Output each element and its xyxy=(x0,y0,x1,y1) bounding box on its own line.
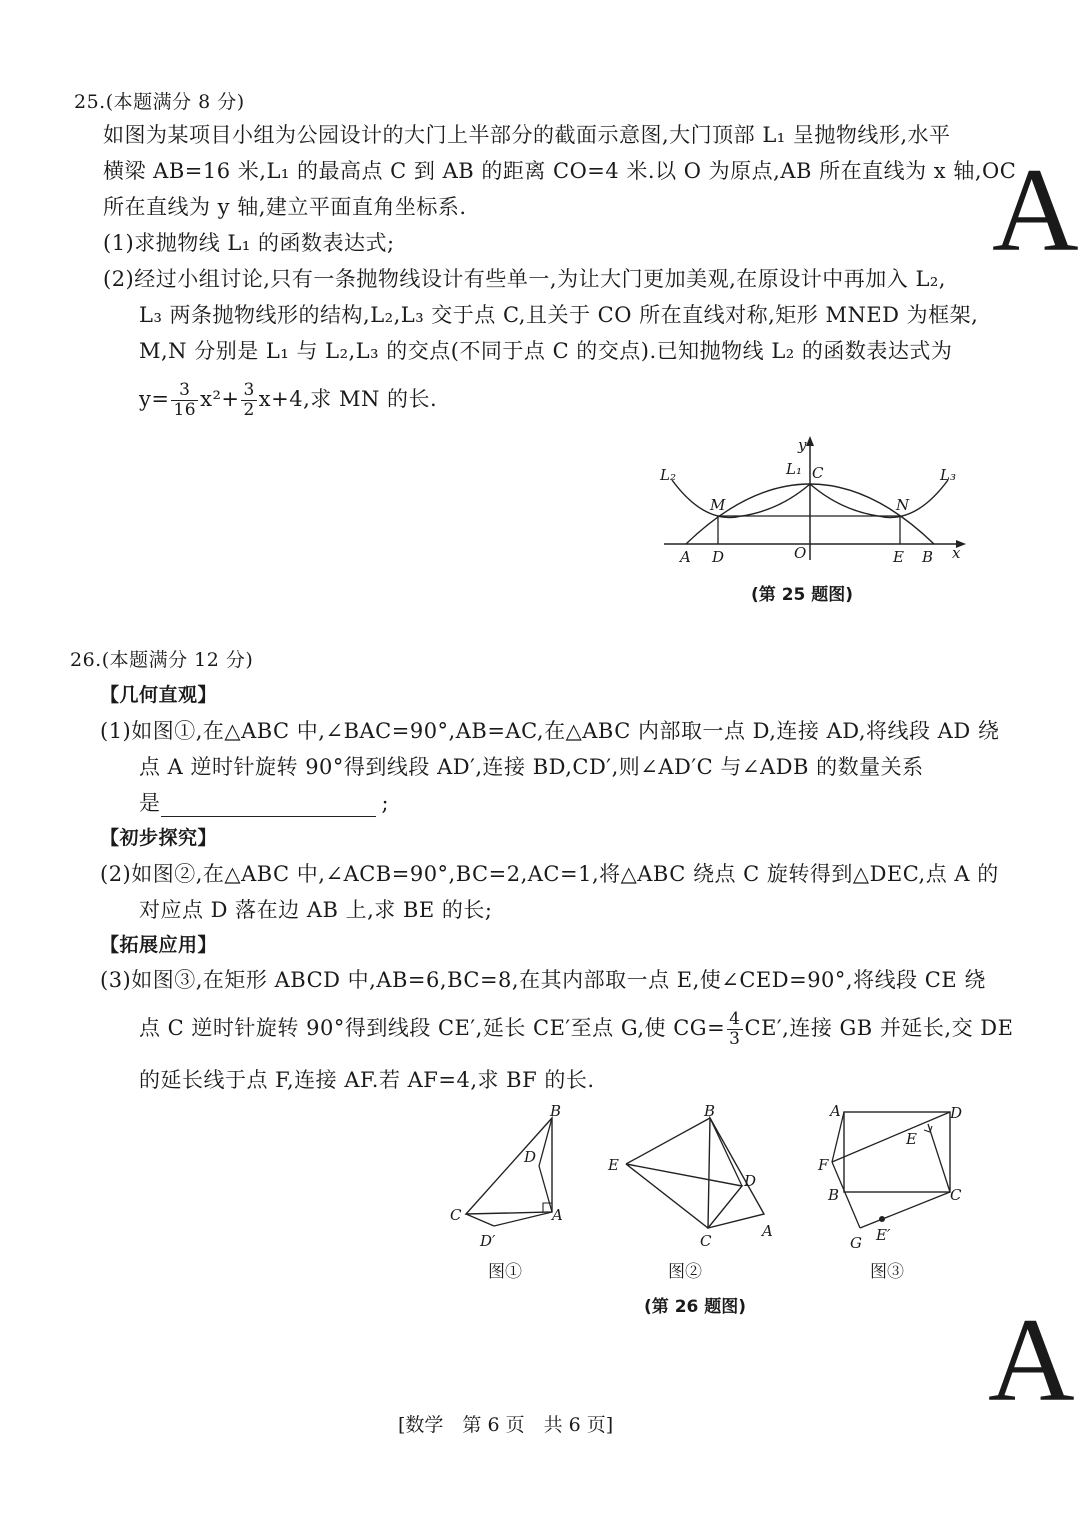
formula-middle: x²+ xyxy=(200,387,240,411)
q26-figure-2 xyxy=(602,1100,792,1260)
q25-subquestion-1: (1)求抛物线 L₁ 的函数表达式; xyxy=(103,231,395,255)
q25-figure-caption: (第 25 题图) xyxy=(751,585,854,605)
label-L2: L₂ xyxy=(660,466,676,484)
q26-header: 26.(本题满分 12 分) xyxy=(70,649,254,671)
q26-part1-line-2: 点 A 逆时针旋转 90°得到线段 AD′,连接 BD,CD′,则∠AD′C 与∠ADB 的数量关系 xyxy=(139,755,924,779)
y-axis-arrow xyxy=(806,436,814,446)
label-B: B xyxy=(704,1102,716,1120)
fraction-numerator: 4 xyxy=(729,1009,741,1029)
q26-figure-caption: (第 26 题图) xyxy=(644,1297,747,1317)
label-B: B xyxy=(922,548,934,566)
fraction-numerator: 3 xyxy=(243,380,255,400)
fraction-denominator: 3 xyxy=(729,1029,741,1049)
label-G: G xyxy=(850,1234,862,1252)
q26-figure-3 xyxy=(810,1100,980,1260)
label-E-prime: E′ xyxy=(876,1226,891,1244)
label-E: E xyxy=(906,1130,917,1148)
q26-figure-3-label: 图③ xyxy=(870,1262,904,1282)
segment-BD xyxy=(710,1118,742,1186)
label-A: A xyxy=(680,548,691,566)
q25-header: 25.(本题满分 8 分) xyxy=(74,91,245,113)
label-C: C xyxy=(812,464,824,482)
label-y: y xyxy=(798,436,807,454)
formula-suffix: x+4,求 MN 的长. xyxy=(258,387,438,411)
rectangle-ABCD xyxy=(844,1112,950,1192)
point-E-prime xyxy=(879,1216,885,1222)
q25-subquestion-2-line-3: M,N 分别是 L₁ 与 L₂,L₃ 的交点(不同于点 C 的交点).已知抛物线 L₂ 的函数表达式为 xyxy=(139,339,953,363)
label-D: D xyxy=(712,548,725,566)
answer-suffix: ; xyxy=(381,791,390,815)
q26-figure-1-label: 图① xyxy=(488,1262,522,1282)
segment-AD xyxy=(539,1166,552,1212)
label-E: E xyxy=(893,548,904,566)
segment-GC xyxy=(860,1192,950,1228)
q25-figure xyxy=(650,430,980,570)
label-A: A xyxy=(552,1206,563,1224)
side-mark-bottom: A xyxy=(988,1293,1075,1426)
q26-part1-line-1: (1)如图①,在△ABC 中,∠BAC=90°,AB=AC,在△ABC 内部取一点 D,连接 AD,将线段 AD 绕 xyxy=(100,719,1000,743)
q26-part1-line-3 xyxy=(139,789,389,817)
label-B: B xyxy=(550,1102,562,1120)
q25-formula-line xyxy=(139,374,437,424)
fraction-3-2 xyxy=(241,381,256,420)
q26-figure-1 xyxy=(440,1100,580,1260)
part3-line2-prefix: 点 C 逆时针旋转 90°得到线段 CE′,延长 CE′至点 G,使 CG= xyxy=(139,1016,726,1040)
label-D: D xyxy=(950,1104,963,1122)
segment-AD-prime xyxy=(494,1212,552,1226)
q26-section-preliminary-exploration: 【初步探究】 xyxy=(100,827,218,849)
label-C: C xyxy=(950,1186,962,1204)
side-mark-top: A xyxy=(992,143,1079,276)
fraction-denominator: 2 xyxy=(243,400,255,420)
part3-line2-suffix: CE′,连接 GB 并延长,交 DE xyxy=(744,1016,1014,1040)
q25-paragraph-line-2: 横梁 AB=16 米,L₁ 的最高点 C 到 AB 的距离 CO=4 米.以 O 为原点,AB 所在直线为 x 轴,OC xyxy=(103,159,1017,183)
segment-CD-prime xyxy=(466,1214,494,1226)
fraction-4-3 xyxy=(727,1010,742,1049)
q25-subquestion-2-line-1: (2)经过小组讨论,只有一条抛物线设计有些单一,为让大门更加美观,在原设计中再加入 L₂, xyxy=(103,267,946,291)
label-D: D xyxy=(524,1148,537,1166)
label-M: M xyxy=(710,496,726,514)
label-x: x xyxy=(952,544,961,562)
q26-part2-line-1: (2)如图②,在△ABC 中,∠ACB=90°,BC=2,AC=1,将△ABC 绕点 C 旋转得到△DEC,点 A 的 xyxy=(100,862,999,886)
q26-part2-line-2: 对应点 D 落在边 AB 上,求 BE 的长; xyxy=(139,898,493,922)
q26-part3-line-2 xyxy=(139,1003,1013,1053)
q25-subquestion-2-line-2: L₃ 两条抛物线形的结构,L₂,L₃ 交于点 C,且关于 CO 所在直线对称,矩形 MNED 为框架, xyxy=(139,303,979,327)
label-C: C xyxy=(450,1206,462,1224)
q25-paragraph-line-3: 所在直线为 y 轴,建立平面直角坐标系. xyxy=(103,195,467,219)
label-E: E xyxy=(608,1156,619,1174)
label-N: N xyxy=(896,496,910,514)
answer-blank[interactable] xyxy=(161,794,376,817)
fraction-3-16 xyxy=(171,381,198,420)
label-C: C xyxy=(700,1232,712,1250)
formula-prefix: y= xyxy=(139,387,170,411)
fraction-numerator: 3 xyxy=(171,381,198,401)
rectangle-MNED xyxy=(718,516,900,544)
label-A: A xyxy=(830,1102,841,1120)
q26-section-geometry-intuition: 【几何直观】 xyxy=(100,684,218,706)
label-F: F xyxy=(818,1156,829,1174)
fraction-denominator: 16 xyxy=(173,400,197,420)
q26-figure-2-label: 图② xyxy=(668,1262,702,1282)
page-footer: [数学 第 6 页 共 6 页] xyxy=(398,1414,614,1436)
label-D-prime: D′ xyxy=(480,1232,496,1250)
label-L3: L₃ xyxy=(940,466,956,484)
q26-section-extended-application: 【拓展应用】 xyxy=(100,934,218,956)
q26-part3-line-1: (3)如图③,在矩形 ABCD 中,AB=6,BC=8,在其内部取一点 E,使∠CED=90°,将线段 CE 绕 xyxy=(100,968,986,992)
q26-part3-line-3: 的延长线于点 F,连接 AF.若 AF=4,求 BF 的长. xyxy=(139,1068,595,1092)
label-L1: L₁ xyxy=(786,460,802,478)
q25-paragraph-line-1: 如图为某项目小组为公园设计的大门上半部分的截面示意图,大门顶部 L₁ 呈抛物线形,水平 xyxy=(103,123,951,147)
segment-EC xyxy=(928,1124,950,1192)
triangle-DEC xyxy=(626,1164,742,1228)
answer-prefix: 是 xyxy=(139,791,161,815)
segment-BE xyxy=(626,1118,710,1164)
label-A: A xyxy=(762,1222,773,1240)
label-B: B xyxy=(828,1186,840,1204)
label-O: O xyxy=(794,544,807,562)
label-D: D xyxy=(744,1172,757,1190)
right-angle-mark xyxy=(924,1126,932,1132)
